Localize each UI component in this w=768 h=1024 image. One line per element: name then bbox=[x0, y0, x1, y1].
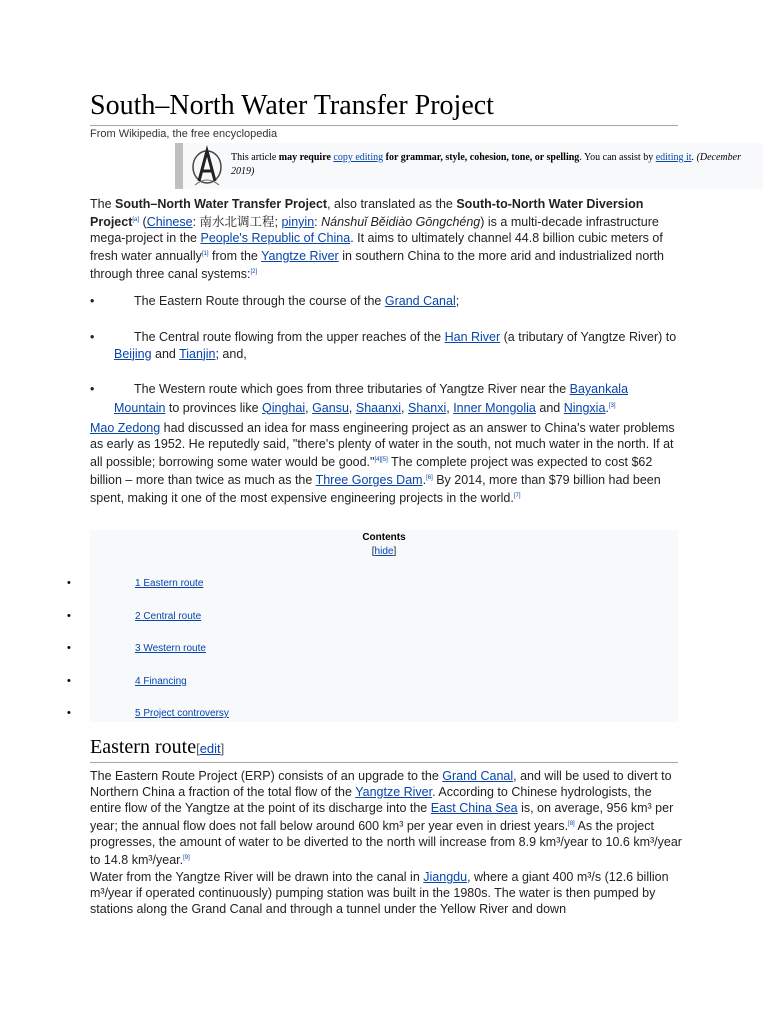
toc-hide-link[interactable]: hide bbox=[374, 546, 394, 557]
toc-item-central-route[interactable]: 2 Central route bbox=[135, 611, 202, 622]
toc-hide-toggle: [hide] bbox=[371, 546, 397, 557]
copyedit-notice bbox=[175, 143, 763, 189]
link-yangtze-river-2[interactable]: Yangtze River bbox=[355, 785, 433, 799]
link-grand-canal-2[interactable]: Grand Canal bbox=[442, 769, 514, 783]
footnote-9[interactable]: [9] bbox=[183, 855, 190, 862]
link-beijing[interactable]: Beijing bbox=[114, 346, 152, 361]
toc-item-financing[interactable]: 4 Financing bbox=[135, 676, 187, 687]
footnote-7[interactable]: [7] bbox=[513, 493, 521, 500]
toc-bullet-icon: • bbox=[67, 610, 71, 622]
link-han-river[interactable]: Han River bbox=[444, 330, 501, 344]
table-of-contents bbox=[90, 530, 678, 722]
toc-item-eastern-route[interactable]: 1 Eastern route bbox=[135, 578, 204, 589]
toc-bullet-icon: • bbox=[67, 675, 71, 687]
toc-title: Contents bbox=[362, 532, 406, 543]
edit-section-link[interactable]: edit bbox=[199, 741, 221, 756]
section-divider bbox=[90, 762, 678, 763]
copy-editing-link[interactable]: copy editing bbox=[333, 152, 384, 163]
link-shanxi[interactable]: Shanxi bbox=[408, 400, 447, 415]
article-page: South–North Water Transfer Project From Wikipedia, the free encyclopedia This article may require copy editing for grammar, style, cohesion, tone, or spelling. You can assist by editing it. (December 2019) The South–North Water Transfer Project, also translated as the South-to-North Water Diversion Project[a] (Chinese: 南水北调工程; pinyin: Nánshuǐ Běidiào Gōngchéng) is a multi-decade infrastructure mega-project in the People's Republic of China. It aims to ultimately channel 44.8 billion cubic meters of fresh water annually[1] from the Yangtze River in southern China to the more arid and industrialized north through three canal systems:[2] • The Eastern Route through the course of the Grand Canal; • The Central route flowing from the upper reaches of the Han River (a tributary of Yangtze River) to Beijing and Tianjin; and, • The Western route which goes from three tributaries of Yangtze River near the Bayankala Mountain to provinces like Qinghai, Gansu, Shaanxi, Shanxi, Inner Mongolia and Ningxia.[3] Mao Zedong had discussed an idea for mass engineering project as an answer to China's water problems as early as 1952. He reputedly said, "there's plenty of water in the south, not much water in the north. If at all possible; borrowing some water would be good."[4][5] The complete project was expected to cost $62 billion – more than twice as much as the Three Gorges Dam.[6] By 2014, more than $79 billion had been spent, making it one of the most expensive engineering projects in the world.[7] Contents [hide] • 1 Eastern route • 2 Central route • 3 Western route • 4 Financing • 5 Project controversy Eastern route[edit] The Eastern Route Project (ERP) consists of an upgrade to the Grand Canal, and will be used to divert to Northern China a fraction of the total flow of the Yangtze River. According to Chinese hydrologists, the entire flow of the Yangtze at the point of its discharge into the East China Sea is, on average, 956 km³ per year; the annual flow does not fall below around 600 km³ per year even in driest years.[8] As the project progresses, the amount of water to be diverted to the north will increase from 8.9 km³/year to 10.6 km³/year to 14.8 km³/year.[9] Water from the Yangtze River will be drawn into the canal in Jiangdu, where a giant 400 m³/s (12.6 billion m³/year if operated continuously) pumping station was built in the 1980s. The water is then pumped by stations along the Grand Canal and through a tunnel under the Yellow River and down bbox=[0, 0, 768, 1024]
bullet-icon: • bbox=[90, 382, 95, 396]
page-title: South–North Water Transfer Project bbox=[90, 90, 494, 121]
copyedit-letter-icon bbox=[189, 145, 225, 187]
link-qinghai[interactable]: Qinghai bbox=[262, 400, 306, 415]
intro-paragraph: The South–North Water Transfer Project, also translated as the South-to-North Water Diversion Project[a] (Chinese: 南水北调工程; pinyin: Nánshuǐ Běidiào Gōngchéng) is a multi-decade infrastructure mega-project in the People's Republic of China. It aims to ultimately channel 44.8 billion cubic meters of fresh water annually[1] from the Yangtze River in southern China to the more arid and industrialized north through three canal systems:[2] bbox=[90, 197, 664, 282]
footnote-3[interactable]: [3] bbox=[608, 402, 616, 409]
link-mao-zedong[interactable]: Mao Zedong bbox=[90, 421, 161, 435]
toc-bullet-icon: • bbox=[67, 707, 71, 719]
link-inner-mongolia[interactable]: Inner Mongolia bbox=[453, 400, 536, 415]
section-heading-eastern-route: Eastern route[edit] bbox=[90, 736, 225, 758]
footnote-1[interactable]: [1] bbox=[201, 251, 209, 258]
toc-bullet-icon: • bbox=[67, 577, 71, 589]
bullet-icon: • bbox=[90, 294, 95, 308]
link-chinese[interactable]: Chinese bbox=[146, 215, 193, 230]
footnote-2[interactable]: [2] bbox=[250, 269, 258, 276]
eastern-paragraph-1: The Eastern Route Project (ERP) consists of an upgrade to the Grand Canal, and will be used to divert to Northern China a fraction of the total flow of the Yangtze River. According to Chinese hydrologists, the entire flow of the Yangtze at the point of its discharge into the East China Sea is, on average, 956 km³ per year; the annual flow does not fall below around 600 km³ per year even in driest years.[8] As the project progresses, the amount of water to be diverted to the north will increase from 8.9 km³/year to 10.6 km³/year to 14.8 km³/year.[9] bbox=[90, 769, 682, 868]
footnote-a[interactable]: [a] bbox=[132, 217, 140, 223]
footnote-6[interactable]: [6] bbox=[426, 475, 433, 482]
link-gansu[interactable]: Gansu bbox=[312, 400, 349, 415]
mao-paragraph: Mao Zedong had discussed an idea for mass engineering project as an answer to China's water problems as early as 1952. He reputedly said, "there's plenty of water in the south, not much water in the north. If at all possible; borrowing some water would be good."[4][5] The complete project was expected to cost $62 billion – more than twice as much as the Three Gorges Dam.[6] By 2014, more than $79 billion had been spent, making it one of the most expensive engineering projects in the world.[7] bbox=[90, 421, 675, 506]
link-tianjin[interactable]: Tianjin bbox=[179, 346, 216, 361]
editing-link[interactable]: editing it bbox=[655, 152, 692, 163]
footnote-8[interactable]: [8] bbox=[568, 821, 575, 827]
link-three-gorges-dam[interactable]: Three Gorges Dam bbox=[315, 473, 423, 488]
eastern-paragraph-2: Water from the Yangtze River will be drawn into the canal in Jiangdu, where a giant 400 m³/s (12.6 billion m³/year if operated continuously) pumping station was built in the 1980s. The water is then pumped by stations along the Grand Canal and through a tunnel under the Yellow River and down bbox=[90, 870, 669, 916]
footnote-4-5[interactable]: [4][5] bbox=[374, 457, 388, 463]
link-east-china-sea[interactable]: East China Sea bbox=[430, 801, 518, 815]
link-yangtze[interactable]: Yangtze River bbox=[261, 249, 339, 264]
link-shaanxi[interactable]: Shaanxi bbox=[355, 400, 402, 415]
notice-text: This article may require copy editing for grammar, style, cohesion, tone, or spelling. You can assist by editing it. (December 2019) bbox=[231, 152, 741, 177]
toc-item-project-controversy[interactable]: 5 Project controversy bbox=[135, 708, 229, 719]
link-jiangdu[interactable]: Jiangdu bbox=[423, 870, 468, 884]
link-pinyin[interactable]: pinyin bbox=[281, 215, 315, 230]
link-ningxia[interactable]: Ningxia bbox=[563, 400, 606, 415]
link-bayankala[interactable]: Bayankala Mountain bbox=[114, 382, 629, 415]
link-prc[interactable]: People's Republic of China bbox=[200, 231, 351, 246]
bullet-icon: • bbox=[90, 330, 95, 344]
title-divider bbox=[90, 125, 678, 126]
toc-item-western-route[interactable]: 3 Western route bbox=[135, 643, 206, 654]
link-grand-canal[interactable]: Grand Canal bbox=[384, 294, 456, 308]
site-tagline: From Wikipedia, the free encyclopedia bbox=[90, 128, 278, 140]
toc-bullet-icon: • bbox=[67, 642, 71, 654]
